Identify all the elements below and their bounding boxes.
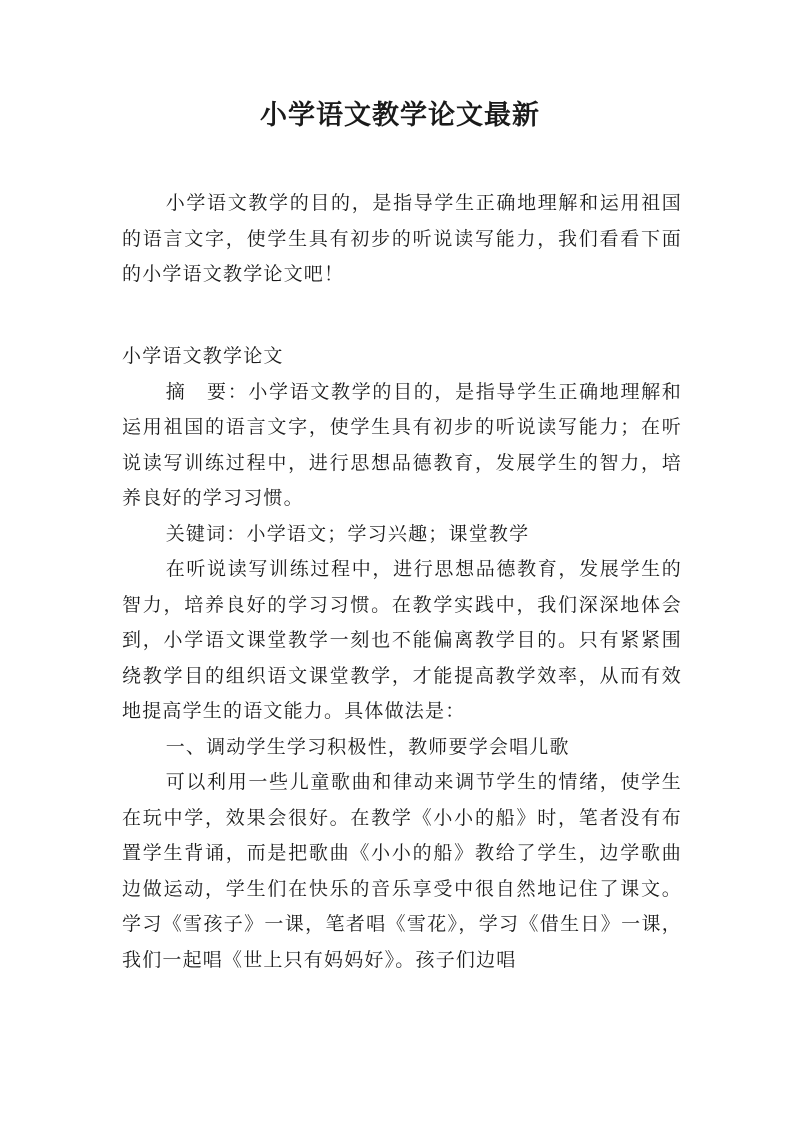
intro-paragraph: 小学语文教学的目的，是指导学生正确地理解和运用祖国的语言文字，使学生具有初步的听说读写能力，我们看看下面的小学语文教学论文吧！	[122, 192, 682, 285]
body-paragraph-2: 可以利用一些儿童歌曲和律动来调节学生的情绪，使学生在玩中学，效果会很好。在教学《小小的船》时，笔者没有布置学生背诵，而是把歌曲《小小的船》教给了学生，边学歌曲边做运动，学生们在快乐的音乐享受中很自然地记住了课文。学习《雪孩子》一课，笔者唱《雪花》，学习《借生日》一课，我们一起唱《世上只有妈妈好》。孩子们边唱	[122, 771, 682, 971]
point-1-heading: 一、调动学生学习积极性，教师要学会唱儿歌	[165, 735, 570, 758]
document-title: 小学语文教学论文最新	[260, 100, 540, 131]
abstract-paragraph: 摘 要：小学语文教学的目的，是指导学生正确地理解和运用祖国的语言文字，使学生具有初步的听说读写能力；在听说读写训练过程中，进行思想品德教育，发展学生的智力，培养良好的学习习惯。	[122, 380, 682, 509]
section-heading: 小学语文教学论文	[122, 345, 284, 367]
body-paragraph-1: 在听说读写训练过程中，进行思想品德教育，发展学生的智力，培养良好的学习习惯。在教学实践中，我们深深地体会到，小学语文课堂教学一刻也不能偏离教学目的。只有紧紧围绕教学目的组织语文课堂教学，才能提高教学效率，从而有效地提高学生的语文能力。具体做法是：	[122, 558, 682, 722]
keywords-line: 关键词：小学语文；学习兴趣；课堂教学	[165, 522, 530, 545]
article-body	[122, 339, 682, 978]
